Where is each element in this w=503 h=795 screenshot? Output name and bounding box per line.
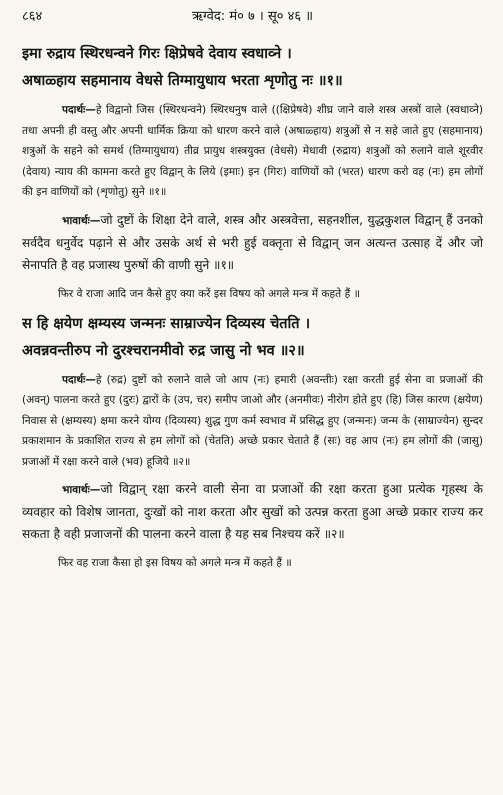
mantra-1 xyxy=(22,40,483,94)
mantra-2 xyxy=(22,310,483,364)
padarth-1 xyxy=(22,100,483,203)
bhavarth-1 xyxy=(22,209,483,276)
padarth-1-text: हे विद्वानो जिस (स्थिरधन्वने) स्थिरधनुष वाले ((क्षिप्रेषवे) शीघ्र जाने वाले शस्त्र अस्त्रों वाले (स्वधाव्ने) तथा अपनी ही वस्तु और अपनी धार्मिक क्रिया को धारण करने वाले (अषाळ्हाय) शत्रुओं से न सहे जाते हुए (सहमानाय) शत्रुओं के सहने को समर्थ (तिग्मायुधाय) तीव्र प्रायुध शस्त्रयुक्त (वेधसे) मेधावी (रुद्राय) शत्रुओं को रुलाने वाले शूरवीर (देवाय) न्याय की कामना करते हुए विद्वान् के लिये (इमाः) इन (गिरः) वाणियों को (भरत) धारण करो वह (नः) हम लोगों की इन वाणियों को (शृणोतु) सुने ॥१॥ xyxy=(22,104,483,198)
page-header xyxy=(22,6,483,34)
bhavarth-2-label: भावार्थः— xyxy=(62,484,101,496)
mantra-2-line-1: स हि क्षयेण क्षम्यस्य जन्मनः साम्राज्येन दिव्यस्य चेतति । xyxy=(22,314,311,332)
bhavarth-1-label: भावार्थः— xyxy=(62,214,101,227)
bridge-text-2: फिर वह राजा कैसा हो इस विषय को अगले मन्त्र में कहते हैं ॥ xyxy=(58,557,292,569)
mantra-2-line-2: अवन्नवन्तीरुप नो दुरश्चरानमीवो रुद्र जासु नो भव ॥२॥ xyxy=(22,341,305,359)
padarth-1-label: पदार्थः— xyxy=(62,104,96,116)
padarth-2 xyxy=(22,370,483,473)
bhavarth-2 xyxy=(22,478,483,545)
bridge-text-1: फिर वे राजा आदि जन कैसे हुए क्या करें इस विषय को अगले मन्त्र में कहते हैं ॥ xyxy=(58,287,360,300)
mantra-1-line-2: अषाळ्हाय सहमानाय वेधसे तिग्मायुधाय भरता शृणोतु नः ॥१॥ xyxy=(22,72,343,89)
running-head: ऋग्वेद: मं० ७ । सू० ४६ ॥ xyxy=(191,9,314,24)
padarth-2-text: हे (रुद्र) दुष्टों को रुलाने वाले जो आप (नः) हमारी (अवन्तीः) रक्षा करती हुई सेना वा प्रजाओं की (अवन्) पालना करते हुए (दुरः) द्वारों के (उप, चर) समीप जाओ और (अनमीवः) नीरोग होते हुए (हि) जिस कारण (क्षयेण) निवास से (क्षम्यस्य) क्षमा करने योग्य (दिव्यस्य) शुद्ध गुण कर्म स्वभाव में प्रसिद्ध हुए (जन्मनः) जन्म के (साम्राज्येन) सुन्दर प्रकाशमान के प्रकाशित राज्य से हम लोगों को (चेतति) अच्छे प्रकार चेताते हैं (सः) वह आप (नः) हम लोगों की (जासु) प्रजाओं में रक्षा करने वाले (भव) हूजिये ॥२॥ xyxy=(22,373,483,468)
padarth-2-label: पदार्थः— xyxy=(62,373,96,386)
page-number: ८६४ xyxy=(22,9,43,24)
bhavarth-1-text: जो दुष्टों के शिक्षा देने वाले, शस्त्र और अस्त्रवेत्ता, सहनशील, युद्धकुशल विद्वान् हैं उनको सर्वदैव धनुर्वेद पढ़ाने से और उसके अर्थ से भरी हुई वक्तृता से विद्वान् जन अत्यन्त उत्साह दें और जो सेनापति है वह प्रजास्थ पुरुषों की वाणी सुने ॥१॥ xyxy=(22,212,483,272)
mantra-1-line-1: इमा रुद्राय स्थिरधन्वने गिरः क्षिप्रेषवे देवाय स्वधाव्ने । xyxy=(22,45,292,62)
bhavarth-2-text: जो विद्वान् रक्षा करने वाली सेना वा प्रजाओं की रक्षा करता हुआ प्रत्येक गृहस्थ के व्यवहार को विशेष जानता, दुःखों को नाश करता और सुखों को उत्पन्न करता हुआ अच्छे प्रकार राज्य कर सकता है वही प्रजाजनों की पालना करने वाला है यह सब निश्चय करें ॥२॥ xyxy=(22,482,483,541)
